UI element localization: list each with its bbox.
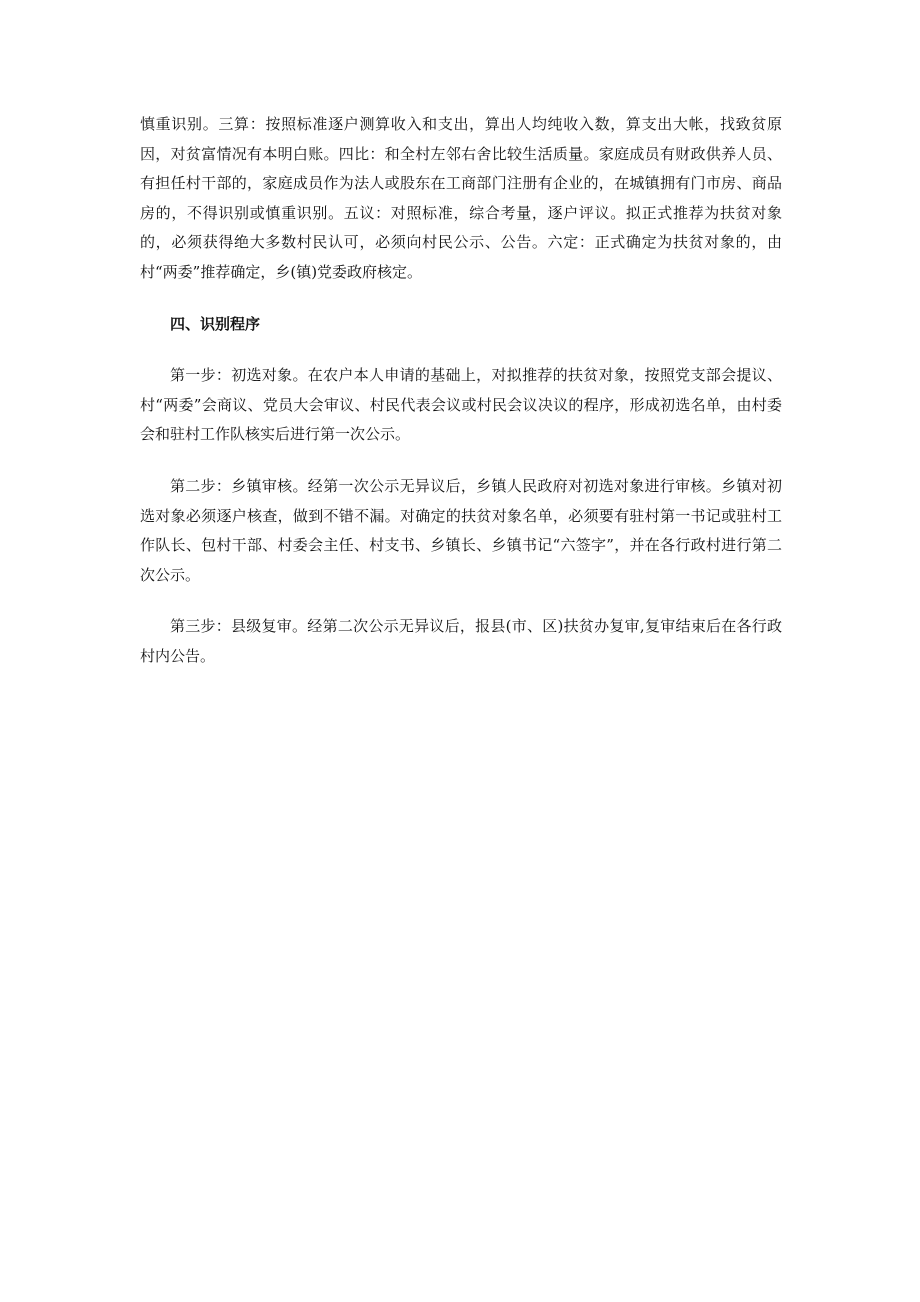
step-2-paragraph: 第二步：乡镇审核。经第一次公示无异议后，乡镇人民政府对初选对象进行审核。乡镇对初选对象必须逐户核查，做到不错不漏。对确定的扶贫对象名单，必须要有驻村第一书记或驻村工作队长、包村干部、村委会主任、村支书、乡镇长、乡镇书记“六签字”，并在各行政村进行第二次公示。: [140, 476, 782, 584]
paragraph-gap: [140, 450, 782, 472]
step-1-paragraph: 第一步：初选对象。在农户本人申请的基础上，对拟推荐的扶贫对象，按照党支部会提议、村“两委”会商议、党员大会审议、村民代表会议或村民会议决议的程序，形成初选名单，由村委会和驻村工作队核实后进行第一次公示。: [140, 366, 782, 444]
paragraph-gap: [140, 590, 782, 612]
document-page: [140, 110, 782, 672]
intro-paragraph: 慎重识别。三算：按照标准逐户测算收入和支出，算出人均纯收入数，算支出大帐，找致贫原因，对贫富情况有本明白账。四比：和全村左邻右舍比较生活质量。家庭成员有财政供养人员、有担任村干部的，家庭成员作为法人或股东在工商部门注册有企业的，在城镇拥有门市房、商品房的，不得识别或慎重识别。五议：对照标准，综合考量，逐户评议。拟正式推荐为扶贫对象的，必须获得绝大多数村民认可，必须向村民公示、公告。六定：正式确定为扶贫对象的，由村“两委”推荐确定，乡(镇)党委政府核定。: [140, 115, 782, 281]
section-heading: 四、识别程序: [170, 314, 261, 333]
paragraph-gap: [140, 288, 782, 310]
paragraph-gap: [140, 339, 782, 361]
step-3-paragraph: 第三步：县级复审。经第二次公示无异议后，报县(市、区)扶贫办复审,复审结束后在各行政村内公告。: [140, 617, 782, 665]
